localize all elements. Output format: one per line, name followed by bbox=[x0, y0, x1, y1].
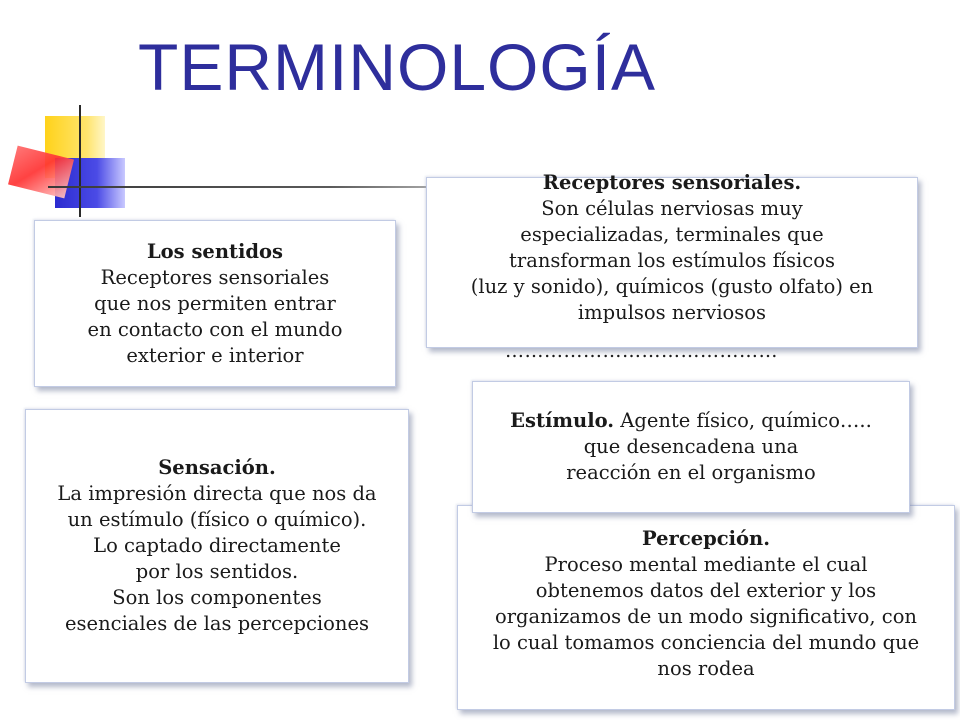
receptores-line: transforman los estímulos físicos bbox=[509, 249, 835, 272]
receptores-line: Son células nerviosas muy bbox=[541, 197, 803, 220]
sensacion-line: por los sentidos. bbox=[135, 560, 299, 583]
receptores-line: impulsos nerviosos bbox=[577, 301, 767, 324]
sentidos-line: exterior e interior bbox=[126, 343, 304, 367]
percepcion-box bbox=[457, 505, 955, 710]
sentidos-heading: Los sentidos bbox=[146, 239, 284, 263]
estimulo-line: reacción en el organismo bbox=[566, 461, 816, 484]
page-title: TERMINOLOGÍA bbox=[138, 30, 657, 104]
estimulo-line: que desencadena una bbox=[583, 435, 799, 458]
sensacion-heading: Sensación. bbox=[158, 456, 276, 479]
estimulo-heading: Estímulo. bbox=[510, 409, 615, 432]
percepcion-line: nos rodea bbox=[657, 657, 755, 680]
receptores-line: especializadas, terminales que bbox=[520, 223, 824, 246]
receptores-dots: …………………………………… bbox=[505, 340, 778, 362]
receptores-box bbox=[426, 171, 918, 348]
percepcion-line: lo cual tomamos conciencia del mundo que bbox=[492, 631, 920, 654]
sentidos-line: que nos permiten entrar bbox=[94, 291, 336, 315]
receptores-line: (luz y sonido), químicos (gusto olfato) en bbox=[470, 275, 874, 298]
percepcion-heading: Percepción. bbox=[642, 527, 770, 550]
receptores-heading: Receptores sensoriales. bbox=[542, 171, 802, 194]
estimulo-first-line-rest: Agente físico, químico….. bbox=[614, 409, 872, 432]
percepcion-line: obtenemos datos del exterior y los bbox=[535, 579, 877, 602]
percepcion-line: Proceso mental mediante el cual bbox=[544, 553, 868, 576]
sensacion-box bbox=[25, 409, 409, 683]
estimulo-box bbox=[472, 381, 910, 513]
sensacion-line: esenciales de las percepciones bbox=[65, 612, 369, 635]
estimulo-first-line bbox=[473, 408, 909, 434]
sensacion-line: Lo captado directamente bbox=[93, 534, 341, 557]
percepcion-line: organizamos de un modo significativo, con bbox=[494, 605, 917, 628]
sentidos-box bbox=[34, 220, 396, 387]
sentidos-line: Receptores sensoriales bbox=[100, 265, 330, 289]
sensacion-line: un estímulo (físico o químico). bbox=[67, 508, 367, 531]
sentidos-line: en contacto con el mundo bbox=[87, 317, 343, 341]
sensacion-line: Son los componentes bbox=[112, 586, 322, 609]
sensacion-line: La impresión directa que nos da bbox=[57, 482, 377, 505]
decor-vertical-line bbox=[79, 105, 81, 217]
